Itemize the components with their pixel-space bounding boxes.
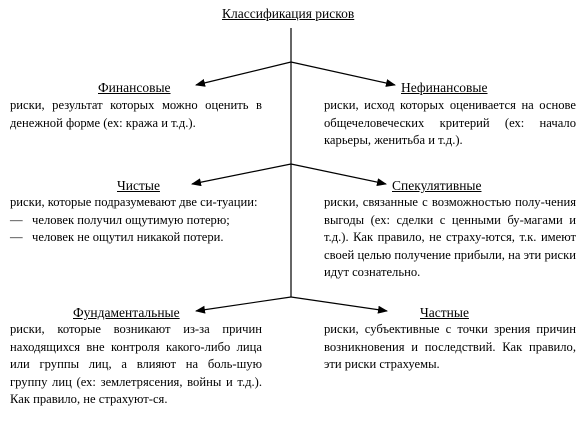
heading-fundamental: Фундаментальные — [73, 305, 180, 320]
bullet-item — [10, 229, 262, 247]
heading-nonfinancial: Нефинансовые — [401, 80, 488, 95]
arrow-pure — [192, 164, 291, 184]
text-particular: риски, субъективные с точки зрения причин возникновения и последствий. Как правило, эти риски страхуемы. — [324, 322, 576, 372]
text-speculative: риски, связанные с возможностью полу-чения выгоды (ех: сделки с ценными бу-магами и т.д.). Как правило, не страху-ются, т.к. имеют своей целью получение прибыли, на эти риски идут сознательно. — [324, 195, 576, 280]
arrow-particular — [291, 297, 387, 311]
arrow-financial — [196, 62, 291, 85]
bullet-dash-1: — — [10, 212, 23, 227]
diagram-title: Классификация рисков — [222, 6, 355, 21]
heading-financial: Финансовые — [98, 80, 171, 95]
heading-particular: Частные — [420, 305, 469, 320]
arrow-fundamental — [196, 297, 291, 311]
arrow-nonfinancial — [291, 62, 395, 85]
text-fundamental: риски, которые возникают из-за причин находящихся вне контроля какого-либо лица или группы лиц, а влияют на боль-шую группу лиц (ех: землетрясения, войны и т.д.). Как правило, не страхуют-ся. — [10, 322, 262, 407]
heading-speculative: Спекулятивные — [392, 178, 482, 193]
heading-pure: Чистые — [117, 178, 160, 193]
bullet-dash-2: — — [10, 230, 23, 245]
arrow-speculative — [291, 164, 386, 184]
text-financial: риски, результат которых можно оценить в денежной форме (ех: кража и т.д.). — [10, 98, 262, 130]
bullet-text-2: человек не ощутил никакой потери. — [32, 230, 224, 245]
block-pure — [10, 194, 262, 247]
bullet-item — [10, 212, 262, 230]
text-pure: риски, которые подразумевают две си-туации: — [10, 195, 258, 209]
text-nonfinancial: риски, исход которых оценивается на основе общечеловеческих критерий (ех: начало карьеры, женитьба и т.д.). — [324, 98, 576, 148]
bullet-text-1: человек получил ощутимую потерю; — [32, 212, 230, 227]
